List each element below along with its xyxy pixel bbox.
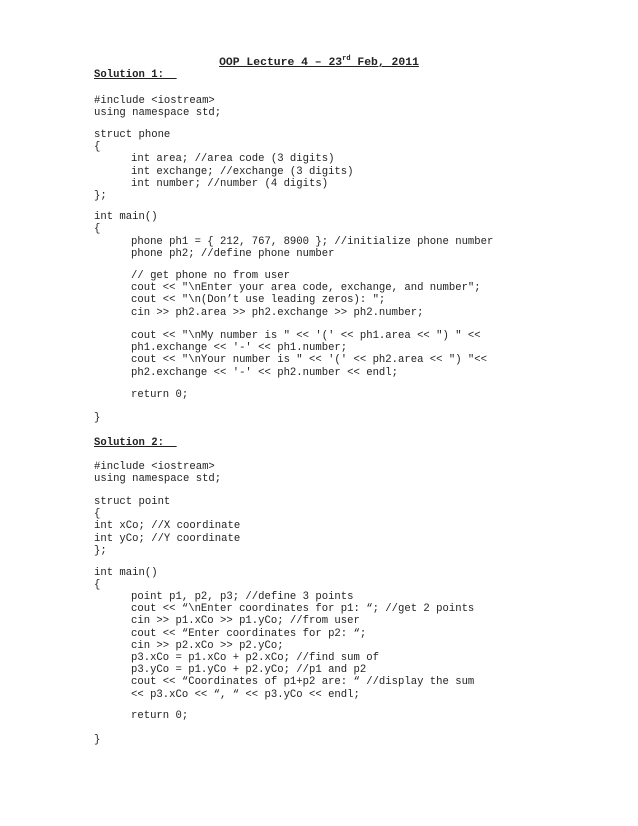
code-line: } — [94, 412, 101, 424]
code-line: point p1, p2, p3; //define 3 points — [131, 591, 354, 603]
solution-2-main-open — [94, 567, 158, 591]
code-line: { — [94, 579, 101, 592]
code-line: { — [94, 223, 101, 236]
code-line: int area; //area code (3 digits) — [131, 153, 335, 166]
code-line: int yCo; //Y coordinate — [94, 532, 241, 545]
title-superscript: rd — [342, 55, 351, 64]
page-title: OOP Lecture 4 – 23rd Feb, 2011 — [219, 55, 419, 69]
code-line: struct phone — [94, 129, 171, 141]
code-line: using namespace std; — [94, 107, 222, 120]
code-line: ph2.exchange << '-' << ph2.number << endl; — [131, 366, 399, 379]
solution-2-heading: Solution 2: — [94, 437, 177, 449]
solution-1-close — [94, 412, 100, 424]
solution-1-struct — [94, 129, 354, 202]
code-line: phone ph1 = { 212, 767, 8900 }; //initialize phone number — [131, 236, 494, 248]
solution-2-body — [94, 591, 474, 701]
solution-1-group-3 — [94, 330, 487, 379]
code-line: int number; //number (4 digits) — [131, 177, 329, 190]
code-line: cout << “\nEnter coordinates for p1: “; //get 2 points — [131, 603, 475, 616]
code-line: }; — [94, 189, 107, 202]
solution-2-struct — [94, 496, 240, 557]
code-line: struct point — [94, 496, 171, 508]
code-line: int xCo; //X coordinate — [94, 520, 241, 533]
code-line: // get phone no from user — [131, 270, 290, 282]
code-line: cin >> p1.xCo >> p1.yCo; //from user — [131, 615, 360, 628]
code-line: cout << “Enter coordinates for p2: “; — [131, 627, 367, 640]
code-line: cout << "\nEnter your area code, exchange, and number"; — [131, 282, 481, 295]
code-line: cout << "\nMy number is " << '(' << ph1.area << ") " << — [131, 330, 481, 342]
code-line: << p3.xCo << “, “ << p3.yCo << endl; — [131, 688, 360, 701]
code-line: p3.xCo = p1.xCo + p2.xCo; //find sum of — [131, 651, 379, 664]
code-line: int exchange; //exchange (3 digits) — [131, 165, 354, 178]
code-line: p3.yCo = p1.yCo + p2.yCo; //p1 and p2 — [131, 664, 367, 677]
code-line: int main() — [94, 211, 158, 223]
code-line: int main() — [94, 567, 158, 579]
code-line: { — [94, 141, 101, 154]
code-line: return 0; — [131, 389, 189, 401]
solution-1-heading: Solution 1: — [94, 69, 177, 81]
solution-1-includes — [94, 95, 221, 119]
solution-2-return — [94, 710, 188, 722]
code-line: cin >> ph2.area >> ph2.exchange >> ph2.number; — [131, 306, 424, 319]
code-line: } — [94, 734, 101, 746]
code-line: ph1.exchange << '-' << ph1.number; — [131, 342, 348, 355]
code-line: using namespace std; — [94, 473, 222, 486]
code-line: { — [94, 508, 101, 521]
code-line: cout << "\n(Don’t use leading zeros): "; — [131, 294, 386, 307]
code-line: #include <iostream> — [94, 95, 215, 107]
code-line: return 0; — [131, 710, 189, 722]
solution-1-main-open — [94, 211, 158, 235]
code-line: }; — [94, 544, 107, 557]
solution-2-close — [94, 734, 100, 746]
solution-1-return — [94, 389, 188, 401]
code-line: cout << “Coordinates of p1+p2 are: “ //display the sum — [131, 676, 475, 689]
code-line: #include <iostream> — [94, 461, 215, 473]
code-line: phone ph2; //define phone number — [131, 248, 335, 261]
code-line: cout << "\nYour number is " << '(' << ph2.area << ") "<< — [131, 354, 488, 367]
solution-1-group-2 — [94, 270, 481, 319]
solution-2-includes — [94, 461, 221, 485]
code-line: cin >> p2.xCo >> p2.yCo; — [131, 639, 284, 652]
solution-1-group-1 — [94, 236, 493, 260]
